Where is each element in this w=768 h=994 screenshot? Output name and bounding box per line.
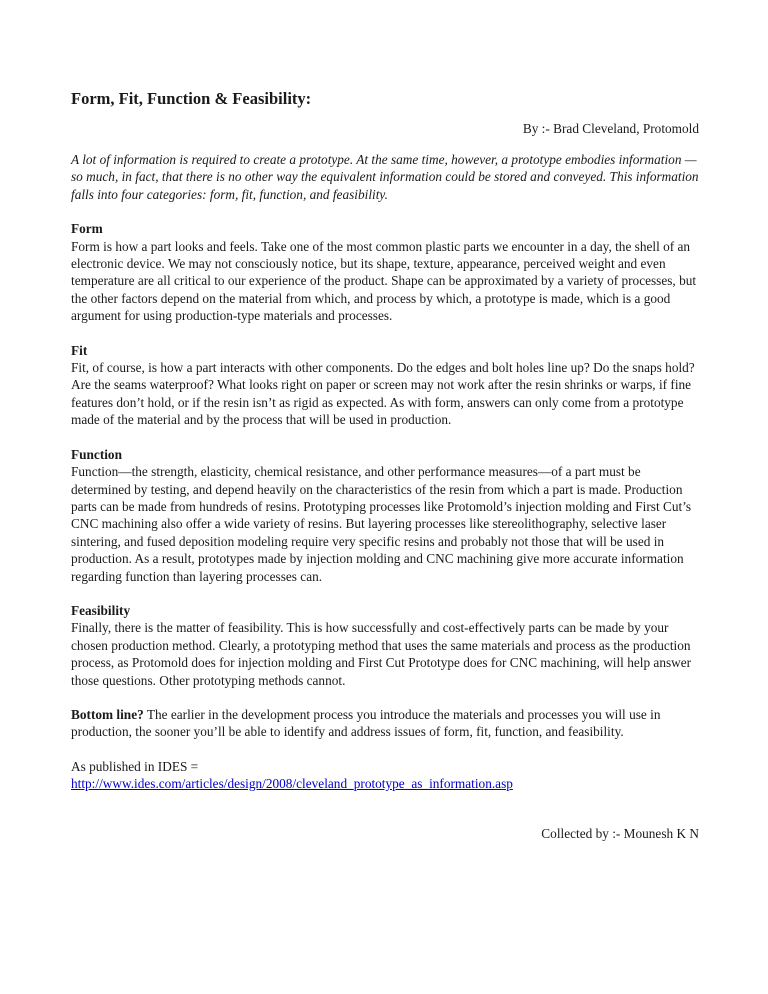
section-body: Form is how a part looks and feels. Take one of the most common plastic parts we encounter in a day, the shell of an electronic device. We may not consciously notice, but its shape, texture, appearance, perceived weight and even temperature are all critical to our experience of the product. Shape can be approximated by a variety of processes, but the other factors depend on the material from which, and process by which, a prototype is made, which is a good argument for using production-type materials and processes.	[71, 238, 697, 324]
section-heading: Form	[71, 221, 103, 237]
section-body: Finally, there is the matter of feasibility. This is how successfully and cost-effectively parts can be made by your chosen production method. Clearly, a prototyping method that uses the same materials and process as the production process, as Protomold does for injection molding and First Cut Prototype does for CNC machining, will help answer those questions. Other prototyping methods cannot.	[71, 620, 692, 688]
published-note	[71, 758, 699, 793]
author-byline: By :- Brad Cleveland, Protomold	[522, 121, 699, 136]
document-title: Form, Fit, Function & Feasibility:	[71, 89, 312, 108]
section-feasibility	[71, 602, 699, 689]
section-heading: Feasibility	[71, 602, 131, 618]
bottom-line-text: The earlier in the development process you introduce the materials and processes you will use in production, the sooner you’ll be able to identify and address issues of form, fit, function, and feasibility.	[71, 706, 661, 740]
section-fit	[71, 342, 699, 429]
section-body: Fit, of course, is how a part interacts with other components. Do the edges and bolt holes line up? Do the snaps hold? Are the seams waterproof? What looks right on paper or screen may not work after the resin shrinks or warps, if fine features don’t hold, or if the resin isn’t as rigid as expected. As with form, answers can only come from a prototype made of the material and by the process that will be used in production.	[71, 360, 695, 428]
section-heading: Fit	[71, 342, 88, 358]
bottom-line-label: Bottom line?	[71, 706, 144, 722]
section-heading: Function	[71, 446, 122, 462]
source-link[interactable]: http://www.ides.com/articles/design/2008/cleveland_prototype_as_information.asp	[71, 776, 513, 792]
document-page	[71, 88, 699, 843]
published-label: As published in IDES =	[71, 758, 199, 774]
section-function	[71, 446, 699, 585]
collected-by: Collected by :- Mounesh K N	[541, 825, 699, 841]
bottom-line-paragraph	[71, 706, 699, 741]
section-form	[71, 220, 699, 324]
intro-paragraph: A lot of information is required to create a prototype. At the same time, however, a prototype embodies information — so much, in fact, that there is no other way the equivalent information could be stored and conveyed. This information falls into four categories: form, fit, function, and feasibility.	[71, 152, 699, 202]
section-body: Function—the strength, elasticity, chemical resistance, and other performance measures—of a part must be determined by testing, and depend heavily on the characteristics of the resin from which a part is made. Production parts can be made from hundreds of resins. Prototyping processes like Protomold’s injection molding and First Cut’s CNC machining also offer a wide variety of resins. But layering processes like stereolithography, selective laser sintering, and fused deposition modeling require very specific resins and probably not those that will be used in production. As a result, prototypes made by injection molding and CNC machining give more accurate information regarding function than layering processes can.	[71, 464, 692, 584]
